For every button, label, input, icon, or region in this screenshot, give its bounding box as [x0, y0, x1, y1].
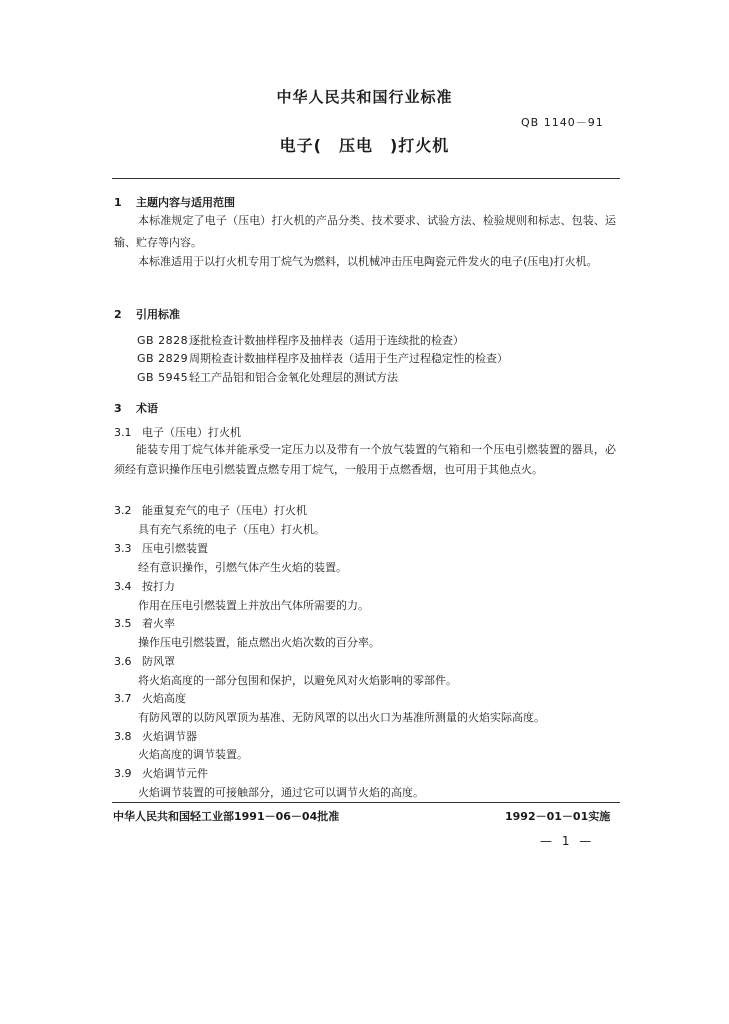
term-definition: 具有充气系统的电子（压电）打火机。: [138, 523, 325, 536]
section-title: 主题内容与适用范围: [136, 196, 235, 209]
term-name: 火焰调节器: [142, 730, 197, 743]
term-name: 压电引燃装置: [142, 542, 208, 555]
page-number: — 1 —: [540, 834, 595, 848]
term-definition: 火焰调节装置的可接触部分，通过它可以调节火焰的高度。: [138, 786, 424, 799]
org-title: 中华人民共和国行业标准: [276, 88, 453, 106]
term-heading: [114, 728, 197, 744]
term-definition: 操作压电引燃装置，能点燃出火焰次数的百分率。: [138, 636, 380, 649]
term-definition: 经有意识操作，引燃气体产生火焰的装置。: [138, 561, 347, 574]
reference-text: 轻工产品铝和铝合金氧化处理层的测试方法: [189, 371, 398, 384]
doc-title: 电子( 压电 )打火机: [279, 136, 450, 155]
term-number: 3.8: [114, 730, 132, 743]
term-name: 防风罩: [142, 655, 175, 668]
term-name: 电子（压电）打火机: [142, 426, 241, 439]
reference-code: GB 2828: [137, 334, 189, 347]
term-number: 3.2: [114, 504, 132, 517]
section-number: 1: [114, 196, 122, 209]
reference-item: [137, 350, 508, 366]
reference-text: 周期检查计数抽样程序及抽样表（适用于生产过程稳定性的检查）: [189, 352, 508, 365]
term-heading: [114, 540, 208, 556]
term-name: 火焰调节元件: [142, 767, 208, 780]
term-number: 3.5: [114, 617, 132, 630]
section-number: 2: [114, 308, 122, 321]
term-name: 能重复充气的电子（压电）打火机: [142, 504, 307, 517]
section-title: 引用标准: [136, 308, 180, 321]
reference-item: [137, 369, 398, 385]
term-definition: 火焰高度的调节装置。: [138, 748, 248, 761]
term-heading: [114, 653, 175, 669]
section-title: 术语: [136, 402, 158, 415]
term-number: 3.7: [114, 692, 132, 705]
term-definition: 能装专用丁烷气体并能承受一定压力以及带有一个放气装置的气箱和一个压电引燃装置的器具，必须经有意识操作压电引燃装置点燃专用丁烷气，一般用于点燃香烟，也可用于其他点火。: [114, 443, 616, 476]
section-2-heading: [114, 306, 180, 322]
term-heading: [114, 578, 175, 594]
term-number: 3.1: [114, 426, 132, 439]
term-heading: [114, 765, 208, 781]
term-number: 3.6: [114, 655, 132, 668]
section-1-para-1: 本标准规定了电子（压电）打火机的产品分类、技术要求、试验方法、检验规则和标志、包装、运输、贮存等内容。: [114, 214, 616, 249]
term-heading: [114, 690, 186, 706]
term-definition: 作用在压电引燃装置上并放出气体所需要的力。: [138, 599, 369, 612]
term-heading: [114, 502, 307, 518]
term-number: 3.3: [114, 542, 132, 555]
term-heading: [114, 615, 175, 631]
term-heading: [114, 424, 241, 440]
header-rule: [112, 178, 620, 179]
term-definition: 将火焰高度的一部分包围和保护，以避免风对火焰影响的零部件。: [138, 674, 457, 687]
term-name: 火焰高度: [142, 692, 186, 705]
section-1-para-2: 本标准适用于以打火机专用丁烷气为燃料，以机械冲击压电陶瓷元件发火的电子(压电)打火机。: [138, 255, 598, 268]
section-3-heading: [114, 400, 158, 416]
term-definition: 有防风罩的以防风罩顶为基准、无防风罩的以出火口为基准所测量的火焰实际高度。: [138, 711, 545, 724]
section-1-heading: [114, 194, 235, 210]
reference-code: GB 2829: [137, 352, 189, 365]
section-number: 3: [114, 402, 122, 415]
reference-code: GB 5945: [137, 371, 189, 384]
term-name: 着火率: [142, 617, 175, 630]
standard-code: QB 1140－91: [521, 116, 604, 129]
term-number: 3.4: [114, 580, 132, 593]
reference-item: [137, 332, 464, 348]
reference-text: 逐批检查计数抽样程序及抽样表（适用于连续批的检查）: [189, 334, 464, 347]
footer-rule: [112, 802, 620, 803]
term-number: 3.9: [114, 767, 132, 780]
effective-date: 1992－01－01实施: [505, 810, 611, 823]
term-name: 按打力: [142, 580, 175, 593]
approval-info: 中华人民共和国轻工业部1991－06－04批准: [113, 810, 340, 823]
